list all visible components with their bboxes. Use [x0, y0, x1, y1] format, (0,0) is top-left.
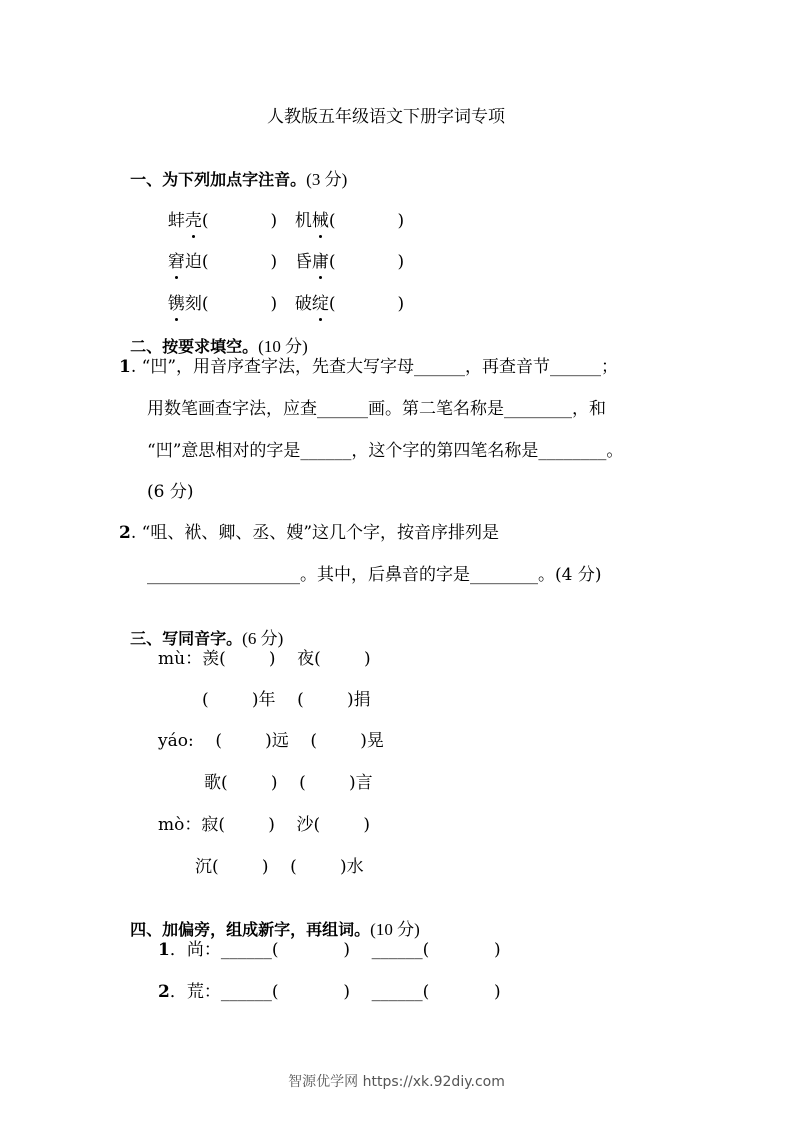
pinyin-item-2: [284, 188, 404, 232]
homophone-line-5: mò：寂( ) 沙( ): [158, 815, 370, 835]
dotted-char: 械: [311, 211, 329, 231]
item-char-pre: 破: [294, 294, 312, 314]
paren-open: (: [328, 211, 336, 231]
pinyin-item-5: [157, 271, 277, 315]
dotted-char: 壳: [184, 211, 202, 231]
paren-close: ): [397, 252, 405, 272]
item-number: 2: [158, 982, 170, 1002]
question-1-line-2: 用数笔画查字法，应查______画。第二笔名称是________，和: [147, 399, 606, 419]
question-number: 1: [119, 357, 131, 377]
dotted-char: 庸: [311, 252, 329, 272]
section-3-points: (6 分): [242, 629, 284, 648]
paren-close: ): [270, 211, 278, 231]
question-text: . “咀、袱、卿、丞、嫂”这几个字，按音序排列是: [130, 523, 500, 543]
item-char-pre: 机: [294, 211, 312, 231]
section-3-heading-text: 三、写同音字。: [130, 629, 243, 648]
radical-item-1: [158, 939, 501, 961]
section-3-heading: [119, 606, 283, 650]
item-char-post: 刻: [184, 294, 202, 314]
question-2-line-1: [119, 522, 499, 544]
question-1-line-1: [119, 356, 618, 378]
dotted-char: 镌: [167, 294, 185, 314]
paren-close: ): [270, 294, 278, 314]
footer-watermark: 智源优学网 https://xk.92diy.com: [288, 1074, 505, 1090]
paren-open: (: [328, 252, 336, 272]
question-2-line-2: __________________。其中，后鼻音的字是________。(4 分): [147, 565, 602, 585]
paren-open: (: [201, 294, 209, 314]
section-4-heading-text: 四、加偏旁，组成新字，再组词。: [130, 920, 371, 939]
dotted-char: 窘: [167, 252, 185, 272]
homophone-line-2: ( )年 ( )捐: [202, 690, 371, 710]
section-4-points: (10 分): [370, 920, 420, 939]
paren-open: (: [328, 294, 336, 314]
question-number: 2: [119, 523, 131, 543]
item-char-pre: 蚌: [167, 211, 185, 231]
radical-item-2: [158, 981, 501, 1003]
item-number: 1: [158, 940, 170, 960]
question-text: . “凹”，用音序查字法，先查大写字母______，再查音节______；: [130, 357, 619, 377]
section-2-points: (10 分): [258, 337, 308, 356]
question-1-line-4: (6 分): [147, 482, 194, 502]
paren-open: (: [201, 252, 209, 272]
paren-close: ): [397, 294, 405, 314]
dotted-char: 绽: [311, 294, 329, 314]
section-2-heading-text: 二、按要求填空。: [130, 337, 259, 356]
pinyin-item-4: [284, 229, 404, 273]
pinyin-item-3: [157, 229, 277, 273]
page-title: 人教版五年级语文下册字词专项: [267, 107, 505, 127]
item-char-post: 迫: [184, 252, 202, 272]
pinyin-item-1: [157, 188, 277, 232]
section-1-heading-text: 一、为下列加点字注音。: [130, 170, 307, 189]
item-blanks[interactable]: ______( ) ______( ): [220, 982, 501, 1002]
homophone-line-1: mù：羡( ) 夜( ): [158, 649, 371, 669]
pinyin-item-6: [284, 271, 404, 315]
paren-close: ): [397, 211, 405, 231]
section-2-heading: [119, 314, 308, 358]
homophone-line-3: yáo: ( )远 ( )晃: [158, 731, 384, 751]
item-char-pre: 昏: [294, 252, 312, 272]
homophone-line-6: 沉( ) ( )水: [195, 857, 364, 877]
question-1-line-3: “凹”意思相对的字是______，这个字的第四笔名称是________。: [147, 441, 624, 461]
section-1-heading: [119, 147, 347, 191]
section-4-heading: [119, 897, 420, 941]
item-char: ．尚：: [169, 940, 221, 960]
section-1-points: (3 分): [306, 170, 348, 189]
homophone-line-4: 歌( ) ( )言: [204, 773, 373, 793]
item-blanks[interactable]: ______( ) ______( ): [220, 940, 501, 960]
item-char: ．荒：: [169, 982, 221, 1002]
paren-close: ): [270, 252, 278, 272]
paren-open: (: [201, 211, 209, 231]
